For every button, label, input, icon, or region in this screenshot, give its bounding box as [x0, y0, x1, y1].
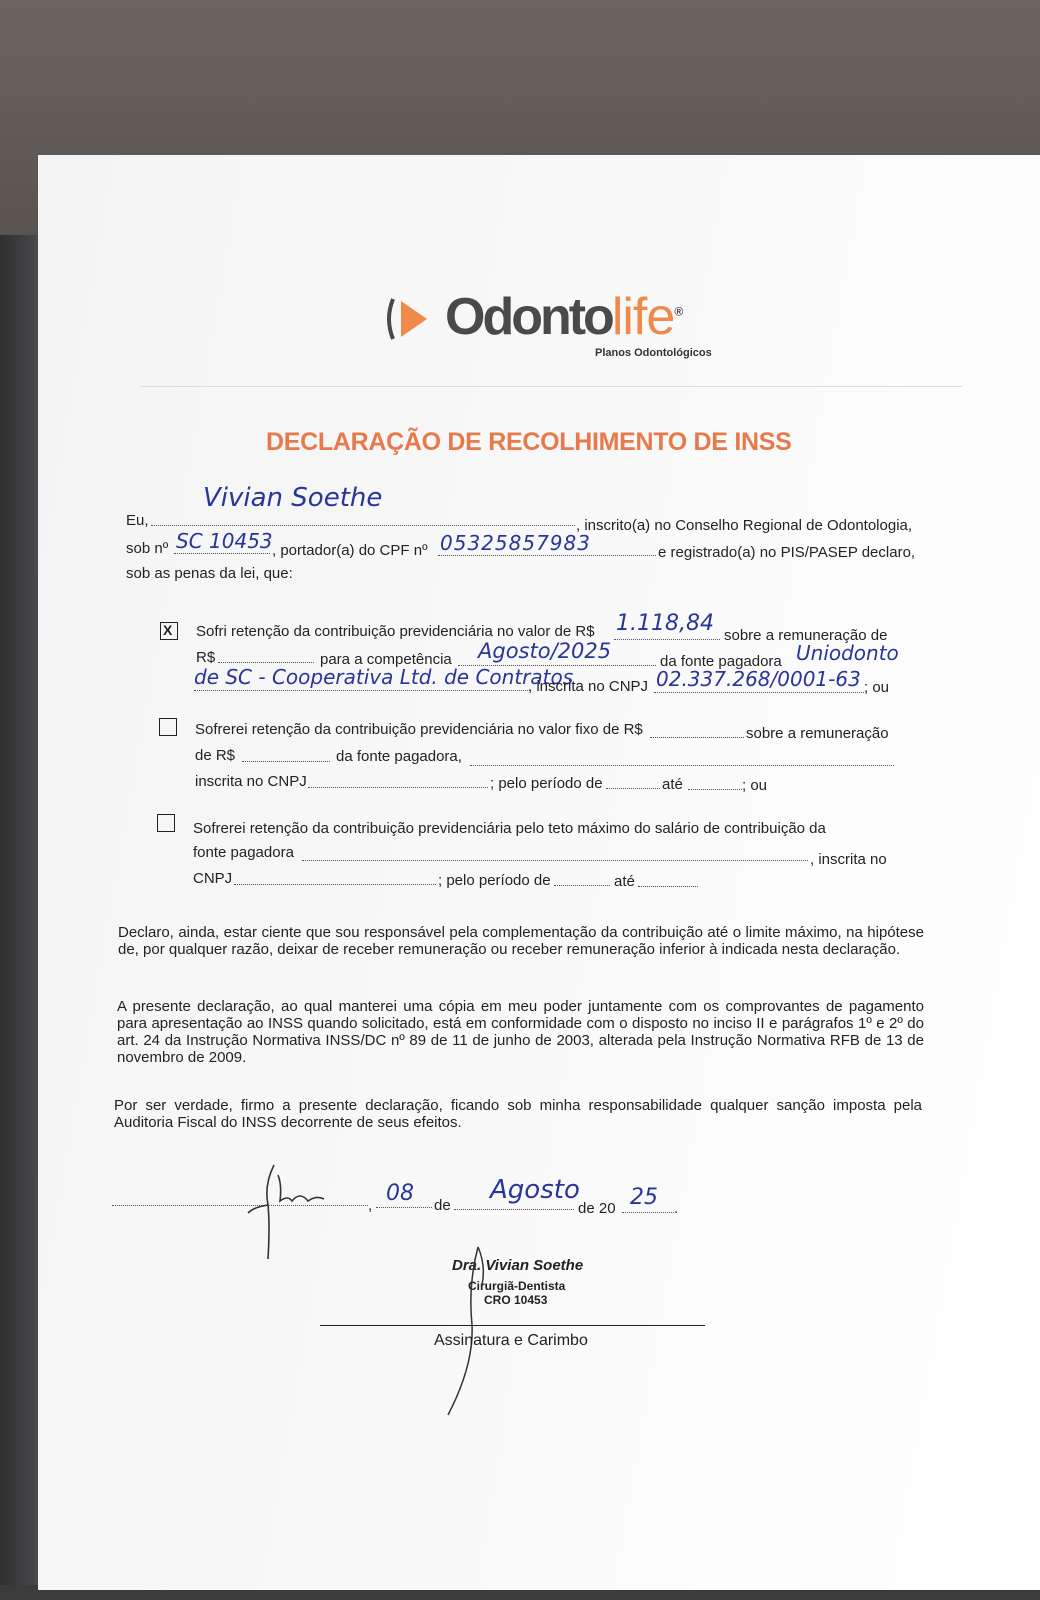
- document-page: [38, 155, 1040, 1590]
- option1-line2-fonte: da fonte pagadora: [660, 653, 782, 670]
- signature-line: [320, 1325, 705, 1326]
- option1-checkbox[interactable]: [160, 622, 178, 640]
- option1-line3-ou: ; ou: [864, 679, 890, 696]
- logo-subtitle: Planos Odontológicos: [595, 347, 712, 359]
- odontolife-logo: [383, 285, 723, 365]
- intro-registrado: e registrado(a) no PIS/PASEP declaro,: [658, 544, 916, 561]
- option3-line3-ate: até: [614, 873, 635, 890]
- intro-sob: sob nº: [126, 540, 169, 557]
- option1-line3-cnpj: , inscrita no CNPJ: [528, 678, 649, 695]
- option2-line3-cnpj: inscrita no CNPJ: [195, 773, 307, 790]
- option3-periodo-start-line: [554, 885, 610, 886]
- name-field-line: [151, 525, 575, 526]
- header-divider: [140, 386, 962, 387]
- logo-mark-icon: [383, 291, 439, 347]
- option2-checkbox[interactable]: [159, 718, 177, 736]
- option2-line3-periodo: ; pelo período de: [490, 775, 603, 792]
- handwritten-fonte-a: Uniodonto: [796, 641, 899, 665]
- date-period: .: [674, 1200, 679, 1217]
- declaration-paragraph-1: Declaro, ainda, estar ciente que sou responsável pela complementação da contribuição até o limite máximo, na hipótese de, por qualquer razão, deixar de receber remuneração ou receber remuneração inferior à indicada nesta declaração.: [118, 924, 924, 958]
- handwritten-valor: 1.118,84: [616, 611, 714, 636]
- intro-portador: , portador(a) do CPF nº: [272, 542, 428, 559]
- year-field-line: [622, 1212, 674, 1213]
- option1-fonte-line: [194, 690, 530, 691]
- option2-cnpj-line: [308, 787, 488, 788]
- handwritten-competencia: Agosto/2025: [478, 639, 612, 663]
- option1-line1-text: Sofri retenção da contribuição previdenciária no valor de R$: [196, 623, 595, 640]
- logo-brand-accent: life: [611, 288, 675, 346]
- intro-eu: Eu,: [126, 512, 149, 529]
- option3-line1-text: Sofrerei retenção da contribuição previdenciária pelo teto máximo do salário de contribuição da: [193, 820, 826, 837]
- logo-brand-main: Odonto: [445, 288, 612, 346]
- handwritten-cpf: 05325857983: [440, 531, 591, 555]
- date-de-20: de 20: [578, 1200, 616, 1217]
- intro-penas: sob as penas da lei, que:: [126, 565, 293, 582]
- option3-cnpj-line: [234, 884, 436, 885]
- option2-line2-de-rs: de R$: [195, 747, 236, 764]
- stamp-cro: CRO 10453: [484, 1293, 548, 1307]
- handwritten-cnpj: 02.337.268/0001-63: [656, 667, 861, 691]
- option2-line3-ou: ; ou: [742, 777, 768, 794]
- registered-mark: ®: [674, 304, 681, 319]
- document-title: DECLARAÇÃO DE RECOLHIMENTO DE INSS: [266, 428, 792, 456]
- option3-periodo-end-line: [638, 886, 698, 887]
- option2-line2-fonte: da fonte pagadora,: [336, 748, 462, 765]
- handwritten-name: Vivian Soethe: [203, 483, 383, 513]
- option2-remuneracao-line: [242, 761, 330, 762]
- date-comma: ,: [368, 1197, 373, 1214]
- declaration-paragraph-2: A presente declaração, ao qual manterei uma cópia em meu poder juntamente com os comprovantes de pagamento para apresentação ao INSS quando solicitado, está em conformidade com o disposto no inciso II e parágrafos 1º e 2º do art. 24 da Instrução Normativa INSS/DC nº 89 de 11 de junho de 2003, alterada pela Instrução Normativa RFB de 13 de novembro de 2009.: [117, 998, 924, 1066]
- option1-line1-end: sobre a remuneração de: [724, 627, 888, 644]
- option3-fonte-line: [302, 860, 808, 861]
- day-field-line: [376, 1207, 432, 1208]
- option3-line2-inscrita: , inscrita no: [810, 851, 887, 868]
- option3-checkbox[interactable]: [157, 814, 175, 832]
- date-de-1: de: [434, 1197, 451, 1214]
- handwritten-fonte-b: de SC - Cooperativa Ltd. de Contratos: [194, 665, 574, 689]
- cro-field-line: [174, 553, 270, 554]
- signature-label: Assinatura e Carimbo: [434, 1332, 588, 1349]
- option2-periodo-end-line: [688, 789, 742, 790]
- option1-line2-rs: R$: [196, 649, 216, 666]
- option2-line3-ate: até: [662, 776, 683, 793]
- option3-line3-periodo: ; pelo período de: [438, 872, 551, 889]
- stamp-name: Dra. Vivian Soethe: [452, 1257, 584, 1274]
- handwritten-year: 25: [630, 1185, 658, 1210]
- checkbox-check-mark: X: [163, 622, 173, 638]
- option2-fonte-line: [470, 765, 894, 766]
- option1-cnpj-line: [654, 692, 864, 693]
- option1-valor-line: [614, 639, 720, 640]
- logo-wordmark: [445, 287, 680, 347]
- option3-line2-fonte: fonte pagadora: [193, 844, 294, 861]
- handwritten-month: Agosto: [490, 1175, 580, 1205]
- option2-line1-end: sobre a remuneração: [746, 725, 889, 742]
- handwritten-cro: SC 10453: [176, 529, 273, 553]
- option2-valor-line: [650, 737, 744, 738]
- handwritten-place-signature: [234, 1155, 344, 1265]
- option2-line1-text: Sofrerei retenção da contribuição previdenciária no valor fixo de R$: [195, 721, 643, 738]
- option3-line3-cnpj: CNPJ: [193, 870, 233, 887]
- declaration-paragraph-3: Por ser verdade, firmo a presente declaração, ficando sob minha responsabilidade qualquer sanção imposta pela Auditoria Fiscal do INSS decorrente de seus efeitos.: [114, 1097, 922, 1131]
- intro-inscrito: , inscrito(a) no Conselho Regional de Odontologia,: [576, 517, 913, 534]
- cpf-field-line: [438, 555, 656, 556]
- stamp-role: Cirurgiã-Dentista: [468, 1279, 566, 1293]
- handwritten-day: 08: [386, 1181, 414, 1206]
- month-field-line: [454, 1209, 574, 1210]
- option1-remuneracao-line: [218, 662, 314, 663]
- option1-line2-competencia: para a competência: [320, 651, 452, 668]
- option2-periodo-start-line: [606, 788, 660, 789]
